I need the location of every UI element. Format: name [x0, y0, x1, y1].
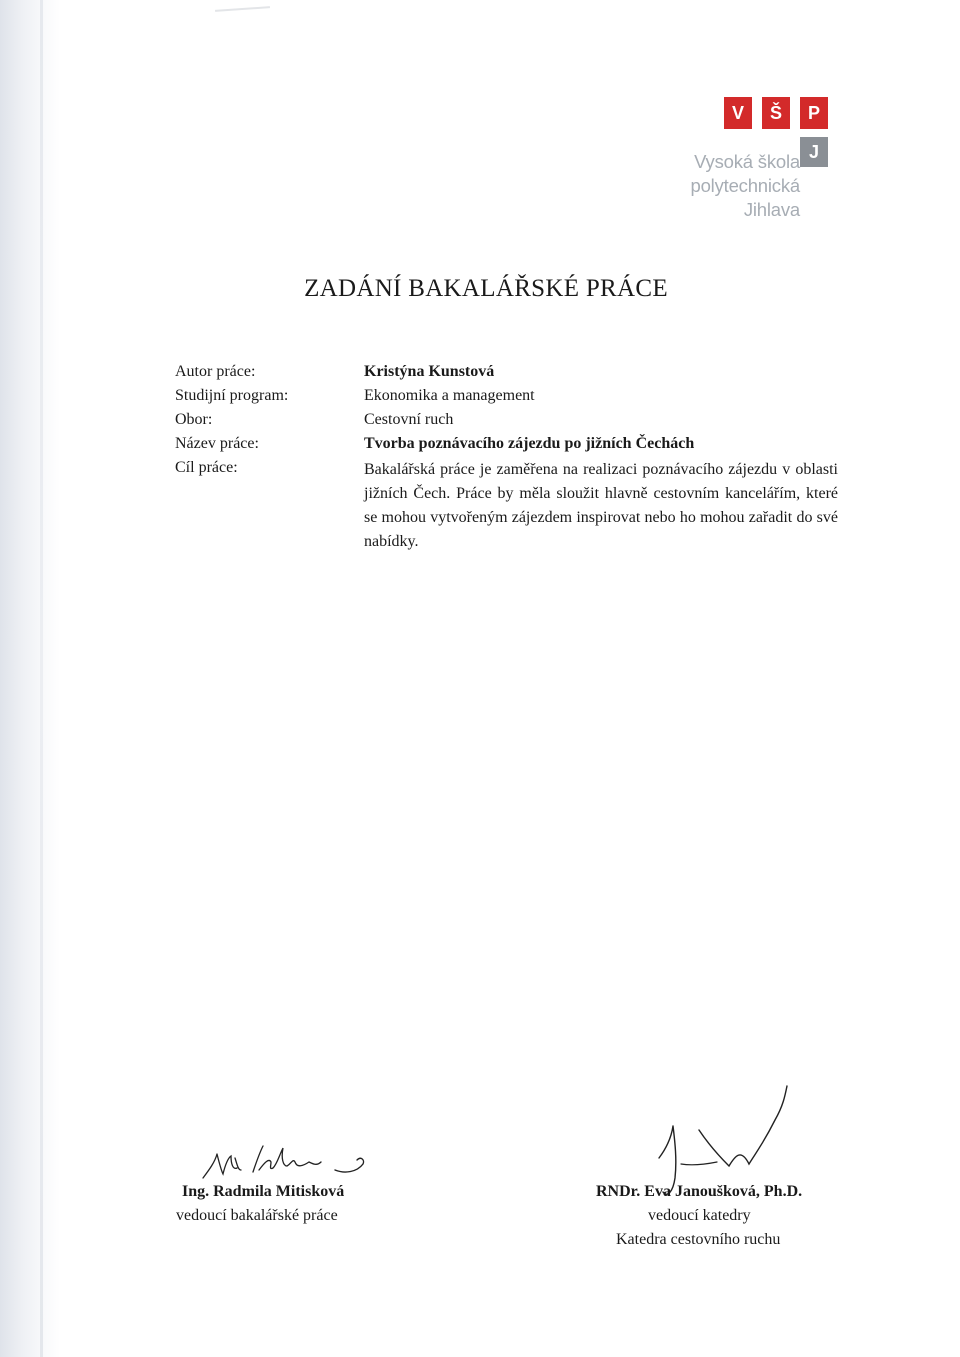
- logo-letter-p: P: [800, 97, 828, 129]
- program-label: Studijní program:: [175, 387, 289, 404]
- field-value: Cestovní ruch: [364, 411, 454, 428]
- head-signature: [645, 1080, 805, 1200]
- logo-letter-j: J: [800, 137, 828, 167]
- logo-line-3: Jihlava: [743, 199, 800, 220]
- vspj-logo: [660, 95, 840, 225]
- head-role: vedoucí katedry: [648, 1207, 751, 1224]
- thesis-name-value: Tvorba poznávacího zájezdu po jižních Čechách: [364, 435, 695, 452]
- goal-value: Bakalářská práce je zaměřena na realizaci poznávacího zájezdu v oblasti jižních Čech. Práce by měla sloužit hlavně cestovním kancelářím, které se mohou vytvořeným zájezdem inspirovat nebo ho mohou zařadit do své nabídky.: [364, 461, 838, 550]
- author-label: Autor práce:: [175, 363, 256, 380]
- supervisor-name: Ing. Radmila Mitisková: [182, 1183, 345, 1200]
- head-department: Katedra cestovního ruchu: [616, 1231, 781, 1248]
- logo-line-2: polytechnická: [690, 175, 800, 196]
- supervisor-role: vedoucí bakalářské práce: [176, 1207, 338, 1224]
- supervisor-signature: [195, 1140, 385, 1186]
- document-title: ZADÁNÍ BAKALÁŘSKÉ PRÁCE: [304, 275, 668, 302]
- logo-line-1: Vysoká škola: [694, 151, 800, 172]
- head-name: RNDr. Eva Janoušková, Ph.D.: [596, 1183, 803, 1200]
- binding-line: [40, 0, 43, 1357]
- author-value: Kristýna Kunstová: [364, 363, 495, 380]
- field-label: Obor:: [175, 411, 213, 428]
- goal-label: Cíl práce:: [175, 459, 238, 476]
- thesis-name-label: Název práce:: [175, 435, 259, 452]
- program-value: Ekonomika a management: [364, 387, 535, 404]
- scan-smudge: [215, 6, 270, 12]
- logo-letter-s: Š: [762, 97, 790, 129]
- logo-letter-v: V: [724, 97, 752, 129]
- binding-shadow: [0, 0, 60, 1357]
